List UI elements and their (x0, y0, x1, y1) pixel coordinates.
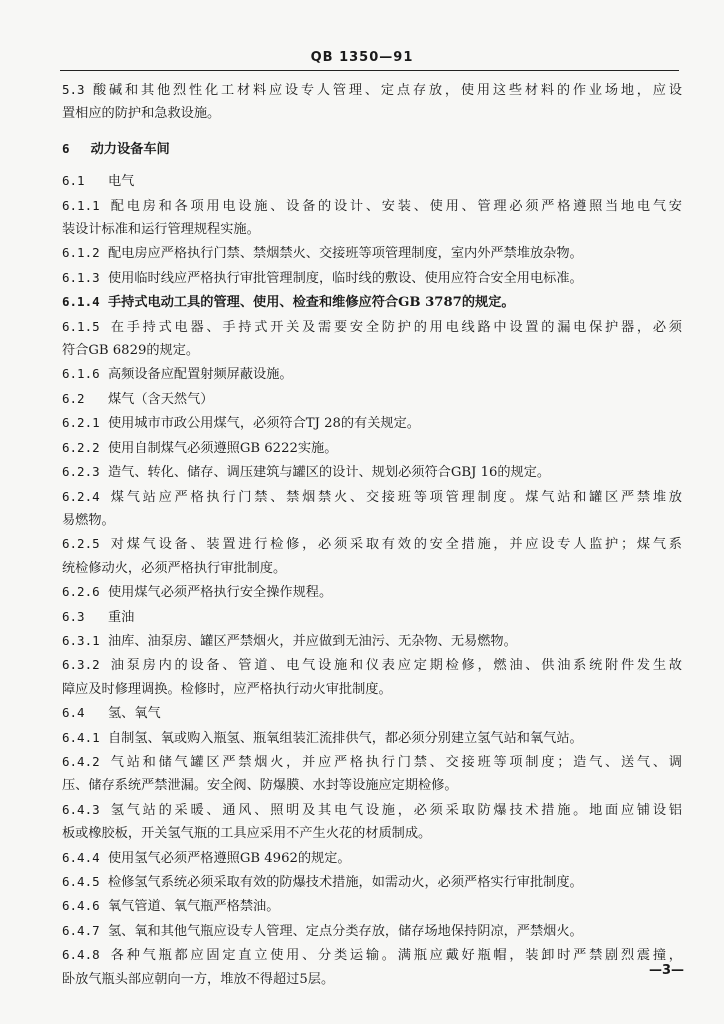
clause-6-4-3-cont: 板或橡胶板，开关氢气瓶的工具应采用不产生火花的材质制成。 (62, 826, 432, 842)
clause-6-4-8: 6.4.8 各种气瓶都应固定直立使用、分类运输。满瓶应戴好瓶帽，装卸时严禁剧烈震撞， (62, 947, 682, 964)
clause-6-4-5: 6.4.5 检修氢气系统必须采取有效的防爆技术措施，如需动火，必须严格实行审批制度。 (62, 874, 583, 890)
standard-code-header: QB 1350—91 (310, 50, 414, 65)
clause-6-4-8-cont: 卧放气瓶头部应朝向一方，堆放不得超过5层。 (62, 971, 335, 987)
clause-6-1-3: 6.1.3 使用临时线应严格执行审批管理制度，临时线的敷设、使用应符合安全用电标准。 (62, 269, 583, 286)
document-body (62, 78, 682, 991)
clause-6-2-6: 6.2.6 使用煤气必须严格执行安全操作规程。 (62, 584, 333, 601)
clause-6-1-4: 6.1.4 手持式电动工具的管理、使用、检查和维修应符合GB 3787的规定。 (62, 294, 515, 311)
subsection-6-2-heading: 6.2 煤气（含天然气） (62, 390, 214, 407)
clause-6-2-1: 6.2.1 使用城市市政公用煤气，必须符合TJ 28的有关规定。 (62, 415, 420, 432)
subsection-6-1-heading: 6.1 电气 (62, 173, 135, 190)
clause-5-3-cont: 置相应的防护和急救设施。 (62, 106, 221, 122)
clause-6-3-2-cont: 障应及时修理调换。检修时，应严格执行动火审批制度。 (62, 681, 392, 697)
clause-6-4-7: 6.4.7 氢、氧和其他气瓶应设专人管理、定点分类存放，储存场地保持阴凉，严禁烟火。 (62, 922, 583, 939)
clause-6-1-1-cont: 装设计标准和运行管理规程实施。 (62, 222, 260, 238)
clause-6-2-5-cont: 统检修动火，必须严格执行审批制度。 (62, 560, 287, 576)
clause-6-1-1: 6.1.1 配电房和各项用电设施、设备的设计、安装、使用、管理必须严格遵照当地电气安 (62, 197, 682, 214)
clause-6-4-2: 6.4.2 气站和储气罐区严禁烟火，并应严格执行门禁、交接班等项制度；造气、送气、调 (62, 753, 682, 770)
section-6-heading: 6 动力设备车间 (62, 140, 170, 157)
clause-6-4-4: 6.4.4 使用氢气必须严格遵照GB 4962的规定。 (62, 849, 351, 866)
clause-5-3: 5.3 酸碱和其他烈性化工材料应设专人管理、定点存放，使用这些材料的作业场地，应设 (62, 78, 682, 102)
clause-6-2-4: 6.2.4 煤气站应严格执行门禁、禁烟禁火、交接班等项管理制度。煤气站和罐区严禁堆放 (62, 488, 682, 505)
clause-6-4-2-cont: 压、储存系统严禁泄漏。安全阀、防爆膜、水封等设施应定期检修。 (62, 778, 458, 794)
clause-6-3-1: 6.3.1 油库、油泵房、罐区严禁烟火，并应做到无油污、无杂物、无易燃物。 (62, 632, 517, 649)
clause-6-4-1: 6.4.1 自制氢、氧或购入瓶氢、瓶氧组装汇流排供气，都必须分别建立氢气站和氧气站。 (62, 729, 583, 746)
clause-6-4-3: 6.4.3 氢气站的采暖、通风、照明及其电气设施，必须采取防爆技术措施。地面应铺设铝 (62, 801, 682, 818)
clause-6-3-2: 6.3.2 油泵房内的设备、管道、电气设施和仪表应定期检修，燃油、供油系统附件发生故 (62, 657, 682, 674)
clause-6-1-5-cont: 符合GB 6829的规定。 (62, 343, 200, 359)
clause-6-1-5: 6.1.5 在手持式电器、手持式开关及需要安全防护的用电线路中设置的漏电保护器，必须 (62, 318, 682, 335)
page-number: —3— (648, 963, 684, 978)
subsection-6-3-heading: 6.3 重油 (62, 608, 135, 625)
clause-number: 5.3 (62, 82, 85, 97)
clause-6-2-4-cont: 易燃物。 (62, 512, 115, 528)
clause-6-1-2: 6.1.2 配电房应严格执行门禁、禁烟禁火、交接班等项管理制度，室内外严禁堆放杂物。 (62, 245, 583, 262)
clause-6-4-6: 6.4.6 氧气管道、氧气瓶严格禁油。 (62, 898, 280, 915)
clause-6-2-2: 6.2.2 使用自制煤气必须遵照GB 6222实施。 (62, 439, 338, 456)
clause-6-2-3: 6.2.3 造气、转化、储存、调压建筑与罐区的设计、规划必须符合GBJ 16的规定。 (62, 464, 551, 481)
clause-6-1-6: 6.1.6 高频设备应配置射频屏蔽设施。 (62, 366, 293, 383)
clause-6-2-5: 6.2.5 对煤气设备、装置进行检修，必须采取有效的安全措施，并应设专人监护；煤气系 (62, 536, 682, 553)
subsection-6-4-heading: 6.4 氢、氧气 (62, 705, 161, 722)
header-rule (60, 70, 679, 71)
